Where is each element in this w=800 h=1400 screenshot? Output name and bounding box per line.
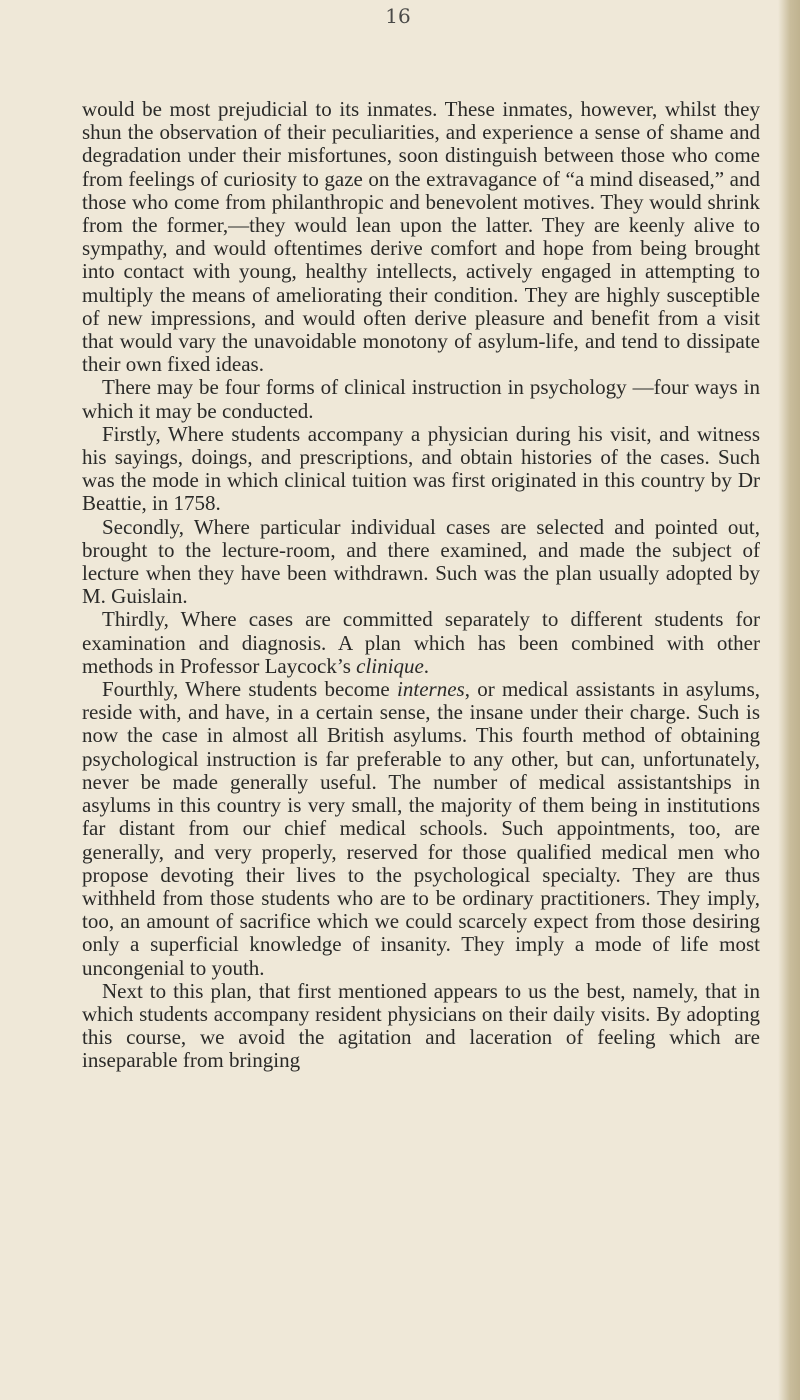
paragraph bbox=[82, 98, 760, 376]
text-segment: Firstly, Where students accompany a physician during his visit, and witness his sayings, doings, and prescriptions, and obtain histories of the cases. Such was the mode in which clinical tuition was first originated in this country by Dr Beattie, in 1758. bbox=[82, 421, 760, 516]
page-number: 16 bbox=[385, 4, 411, 28]
text-segment: Thirdly, Where cases are committed separately to different students for examination and diagnosis. A plan which has been combined with other methods in Professor Laycock’s bbox=[82, 607, 760, 678]
page-edge-shadow bbox=[778, 0, 800, 1400]
paragraph bbox=[82, 608, 760, 678]
text-segment: would be most prejudicial to its inmates. These inmates, however, whilst they shun the observation of their peculiarities, and experience a sense of shame and degradation under their misfortunes, soon distinguish between those who come from feelings of curiosity to gaze on the extravagance of “a mind diseased,” and those who come from philanthropic and benevolent motives. They would shrink from the former,—they would lean upon the latter. They are keenly alive to sympathy, and would oftentimes derive comfort and hope from being brought into contact with young, healthy intellects, actively engaged in attempting to multiply the means of ameliorating their condition. They are highly susceptible of new impressions, and would often derive pleasure and benefit from a visit that would vary the unavoidable monotony of asylum-life, and tend to dissipate their own fixed ideas. bbox=[82, 97, 760, 377]
paragraph bbox=[82, 423, 760, 516]
paragraph bbox=[82, 516, 760, 609]
body-text bbox=[82, 98, 760, 1073]
text-segment: . bbox=[423, 653, 430, 678]
text-segment: Fourthly, Where students become bbox=[102, 677, 398, 702]
italic-term: internes bbox=[397, 677, 465, 702]
paragraph bbox=[82, 678, 760, 980]
text-segment: , or medical assistants in asylums, reside with, and have, in a certain sense, the insane under their charge. Such is now the case in almost all British asylums. This fourth method of obtaining psychological instruction is far preferable to any other, but can, unfortunately, never be made generally useful. The number of medical assistantships in asylums in this country is very small, the majority of them being in institutions far distant from our chief medical schools. Such appointments, too, are generally, and very properly, reserved for those qualified medical men who propose devoting their lives to the psychological specialty. They are thus withheld from those students who are to be ordinary practitioners. They imply, too, an amount of sacrifice which we could scarcely expect from those desiring only a superficial knowledge of insanity. They imply a mode of life most uncongenial to youth. bbox=[82, 677, 761, 980]
paragraph bbox=[82, 980, 760, 1073]
text-segment: Secondly, Where particular individual cases are selected and pointed out, brought to the lecture-room, and there examined, and made the subject of lecture when they have been withdrawn. Such was the plan usually adopted by M. Guislain. bbox=[82, 514, 760, 609]
text-segment: Next to this plan, that first mentioned appears to us the best, namely, that in which students accompany resident physicians on their daily visits. By adopting this course, we avoid the agitation and laceration of feeling which are inseparable from bringing bbox=[82, 978, 760, 1073]
text-segment: There may be four forms of clinical instruction in psychology —four ways in which it may be conducted. bbox=[82, 375, 760, 423]
paragraph bbox=[82, 376, 760, 422]
italic-term: clinique bbox=[356, 653, 424, 678]
